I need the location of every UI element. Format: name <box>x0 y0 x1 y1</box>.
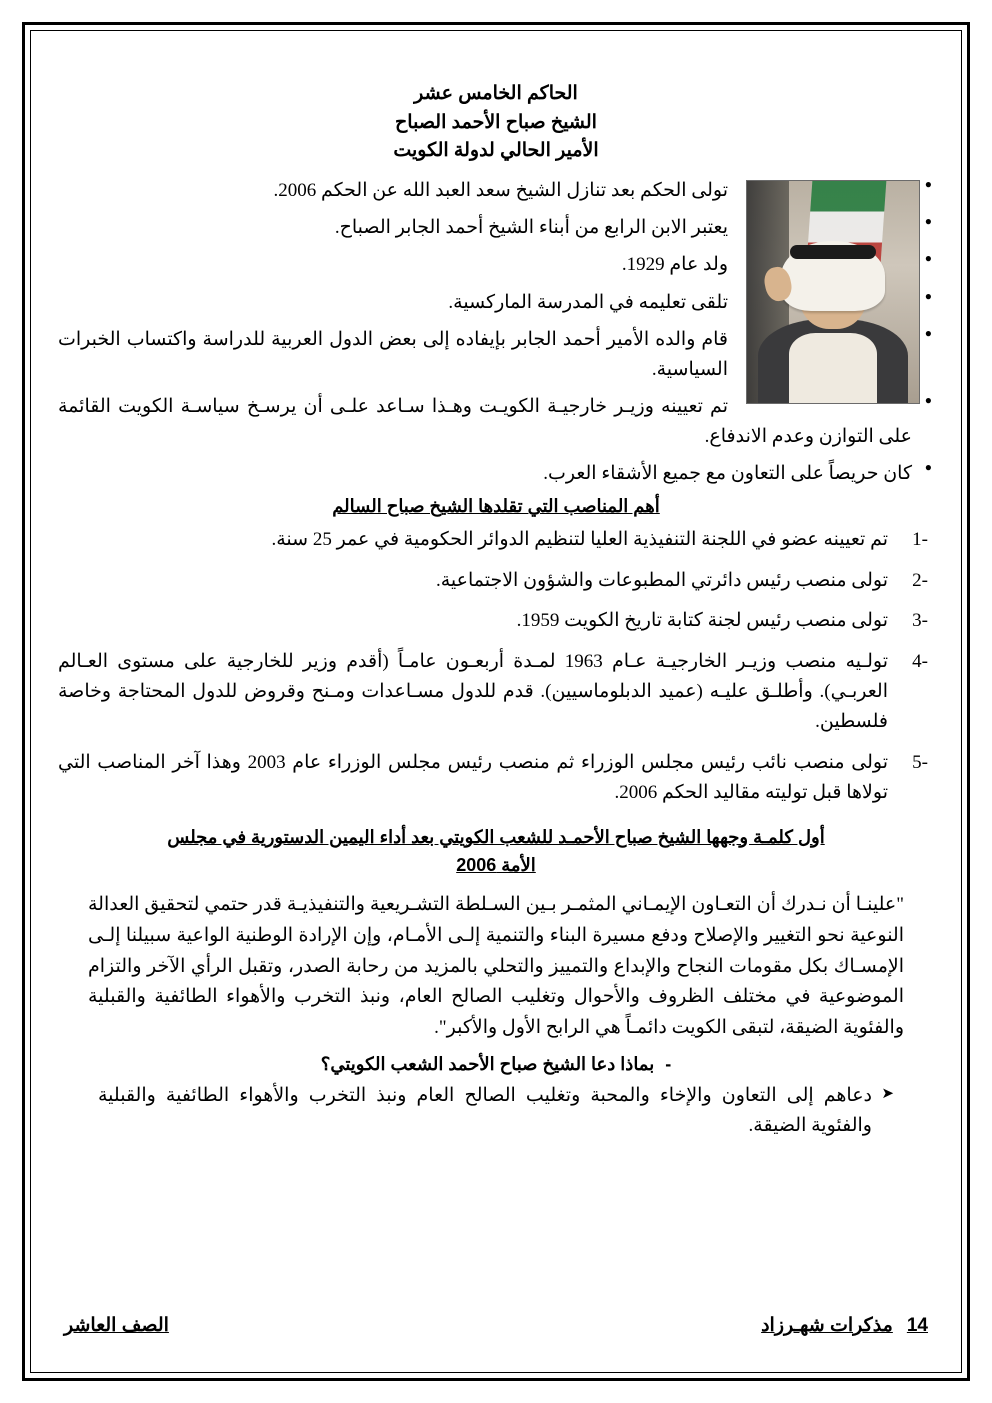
list-item-number: 1- <box>912 529 928 551</box>
title-line-2: الشيخ صباح الأحمد الصباح <box>395 111 597 133</box>
list-item-number: 2- <box>912 569 928 591</box>
speech-heading-line-2: الأمة 2006 <box>456 855 536 876</box>
list-item: ● قام والده الأمير أحمد الجابر بإيفاده إلى بعض الدول العربية للدراسة واكتساب الخبرات السياسية. <box>58 325 934 384</box>
footer-grade-label: الصف العاشر <box>64 1315 169 1336</box>
footer-source-label: مذكرات شهـرزاد <box>761 1315 893 1336</box>
speech-quote: "علينـا أن نـدرك أن التعـاون الإيمـاني المثمـر بـين السـلطة التشـريعية والتنفيذيـة قدر حتمي لتحقيق العدالة النوعية نحو التغيير والإصلاح ودفع مسيرة البناء والتنمية إلـى الأمـام، وإن الإرادة الوطنية الواعية سبيلنا إلـى الإمسـاك بكل مقومات النجاح والإبداع والتمييز والتحلي بالمزيد من رحابة الصدر، وتقبل الرأي الآخر والتزام الموضوعية في مختلف الظروف والأحوال وتغليب الصالح العام، ونبذ التخرب والأهواء الطائفية والقبلية والفئوية الضيقة، لتبقى الكويت دائمـاً هي الرابح الأول والأكبر". <box>88 894 904 1039</box>
list-item: ● تلقى تعليمه في المدرسة الماركسية. <box>58 288 934 317</box>
list-item: ● يعتبر الابن الرابع من أبناء الشيخ أحمد الجابر الصباح. <box>58 213 934 242</box>
biography-bullet-list <box>58 176 934 489</box>
question-text: بماذا دعا الشيخ صباح الأحمد الشعب الكويتي؟ <box>320 1053 655 1074</box>
list-item-text: تولى منصب نائب رئيس مجلس الوزراء ثم منصب رئيس مجلس الوزراء عام 2003 وهذا آخر المناصب التي تولاها قبل توليته مقاليد الحكم 2006. <box>58 751 888 804</box>
question-dash: - <box>665 1053 672 1074</box>
list-item-text: تولى منصب رئيس دائرتي المطبوعات والشؤون الاجتماعية. <box>435 569 888 591</box>
speech-heading-line-1: أول كلمـة وجهها الشيخ صباح الأحمـد للشعب الكويتي بعد أداء اليمين الدستورية في مجلس <box>167 826 825 847</box>
list-item-number: 4- <box>912 650 928 672</box>
list-item-text: تولـيه منصب وزيـر الخارجيـة عـام 1963 لمـدة أربعـون عامـاً (أقدم وزير للخارجية على مستوى العـالم العربـي). وأطلـق عليـه (عميد الدبلوماسيين). قدم للدول مسـاعدات ومـنح وقروض للدول المحتاجة وخاصة فلسطين. <box>58 650 888 733</box>
list-item <box>58 606 934 636</box>
list-item: ● تولى الحكم بعد تنازل الشيخ سعد العبد الله عن الحكم 2006. <box>58 176 934 205</box>
speech-heading <box>58 823 934 881</box>
page-number: 14 <box>906 1315 928 1336</box>
footer-left <box>761 1314 928 1337</box>
list-item: ● ولد عام 1929. <box>58 250 934 279</box>
page-content <box>58 80 934 1142</box>
positions-heading: أهم المناصب التي تقلدها الشيخ صباح السالم <box>332 496 660 517</box>
list-item <box>58 525 934 555</box>
page-title <box>58 80 934 166</box>
title-line-3: الأمير الحالي لدولة الكويت <box>393 140 599 161</box>
page-footer <box>64 1314 928 1337</box>
list-item <box>58 748 934 809</box>
list-item-number: 5- <box>912 751 928 773</box>
list-item-text: تولى منصب رئيس لجنة كتابة تاريخ الكويت 1959. <box>516 610 888 632</box>
positions-list <box>58 525 934 808</box>
list-item <box>58 566 934 596</box>
title-line-1: الحاكم الخامس عشر <box>414 83 578 104</box>
list-item-text: تم تعيينه عضو في اللجنة التنفيذية العليا لتنظيم الدوائر الحكومية في عمر 25 سنة. <box>271 529 888 551</box>
list-item-number: 3- <box>912 610 928 632</box>
list-item: ● تم تعيينه وزيـر خارجيـة الكويـت وهـذا سـاعد علـى أن يرسـخ سياسـة الكويت القائمة على التوازن وعدم الاندفاع. <box>58 392 934 451</box>
list-item: ● كان حريصاً على التعاون مع جميع الأشقاء العرب. <box>58 459 934 488</box>
answer-text: ➤ دعاهم إلى التعاون والإخاء والمحبة وتغليب الصالح العام ونبذ التخرب والأهواء الطائفية والقبلية والفئوية الضيقة. <box>98 1081 894 1142</box>
question-line <box>58 1054 934 1075</box>
list-item <box>58 647 934 738</box>
